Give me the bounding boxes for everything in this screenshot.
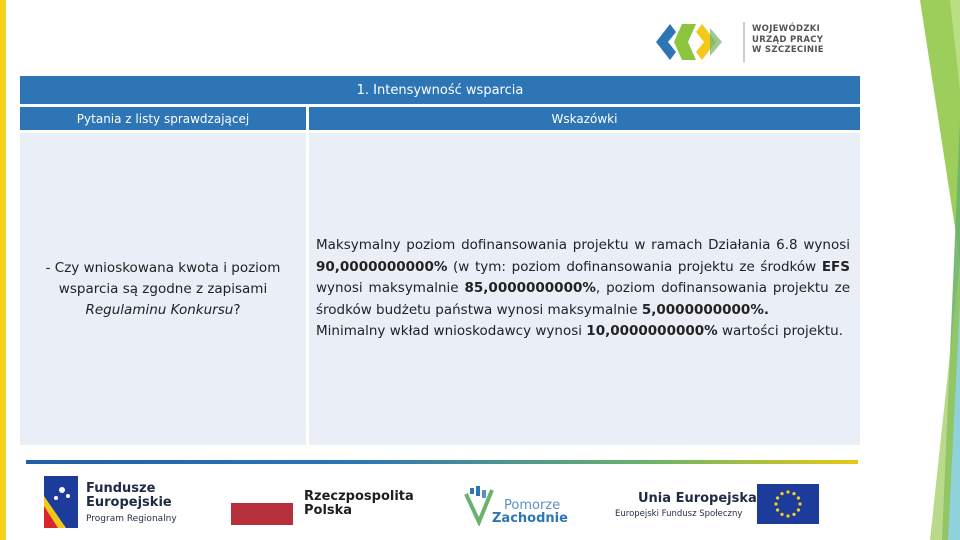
left-accent-stripe [0,0,6,540]
hint-text-part: , poziom dofinansowania projektu ze środków budżetu państwa wynosi maksymalnie [316,280,851,318]
hint-text-part: Maksymalny poziom dofinansowania projektu w ramach Działania 6.8 wynosi [316,237,850,254]
footer-separator [26,460,858,464]
eu-flag-icon [757,484,819,524]
column-header-hints: Wskazówki [309,107,860,130]
fe-line: Europejskie [86,495,172,510]
wup-logo-line: URZĄD PRACY [752,34,824,45]
efs-text: Europejski Fundusz Społeczny [615,509,743,519]
hint-text-part: wynosi maksymalnie [316,280,465,297]
regulation-reference: Regulaminu Konkursu [85,301,234,318]
rp-line: Polska [304,503,353,518]
program-regionalny-text: Program Regionalny [86,514,177,524]
hint-text-part: Minimalny wkład wnioskodawcy wynosi [316,323,587,340]
polish-flag-icon [231,503,293,525]
question-text-part: - Czy wnioskowana kwota i poziom wsparcia są zgodne z zapisami [45,259,281,297]
table-title: 1. Intensywność wsparcia [20,76,860,104]
wup-logo-line: W SZCZECINIE [752,45,824,55]
question-cell [20,133,306,445]
hint-text-part: wartości projektu. [717,323,843,340]
max-cofinancing-value: 90,0000000000% [316,258,448,275]
question-text [28,258,298,321]
rp-line: Rzeczpospolita [304,489,414,504]
zachodnie-text: Zachodnie [492,511,568,526]
hint-text-part: (w tym: poziom dofinansowania projektu ze środków [447,258,822,275]
efs-label: EFS [821,258,850,275]
state-budget-value: 5,0000000000%. [641,301,769,318]
fundusze-europejskie-logo-icon [44,476,78,528]
hint-paragraph [316,235,850,321]
hint-paragraph [316,321,850,343]
pomorze-zachodnie-logo-icon [462,484,496,526]
column-header-questions: Pytania z listy sprawdzającej [20,107,306,130]
question-text-part: ? [233,301,241,318]
fundusze-europejskie-text [86,482,172,510]
pomorze-text: Pomorze [504,498,561,513]
rzeczpospolita-polska-text [304,490,414,518]
hint-text [309,235,860,343]
min-contribution-value: 10,0000000000% [586,323,718,340]
fe-line: Fundusze [86,481,156,496]
hint-cell [309,133,860,445]
wup-logo-line: WOJEWÓDZKI [752,24,821,34]
efs-value: 85,0000000000% [464,280,596,297]
unia-europejska-text: Unia Europejska [638,491,757,506]
wup-logo-text [752,24,824,56]
decorative-triangles [860,0,960,540]
